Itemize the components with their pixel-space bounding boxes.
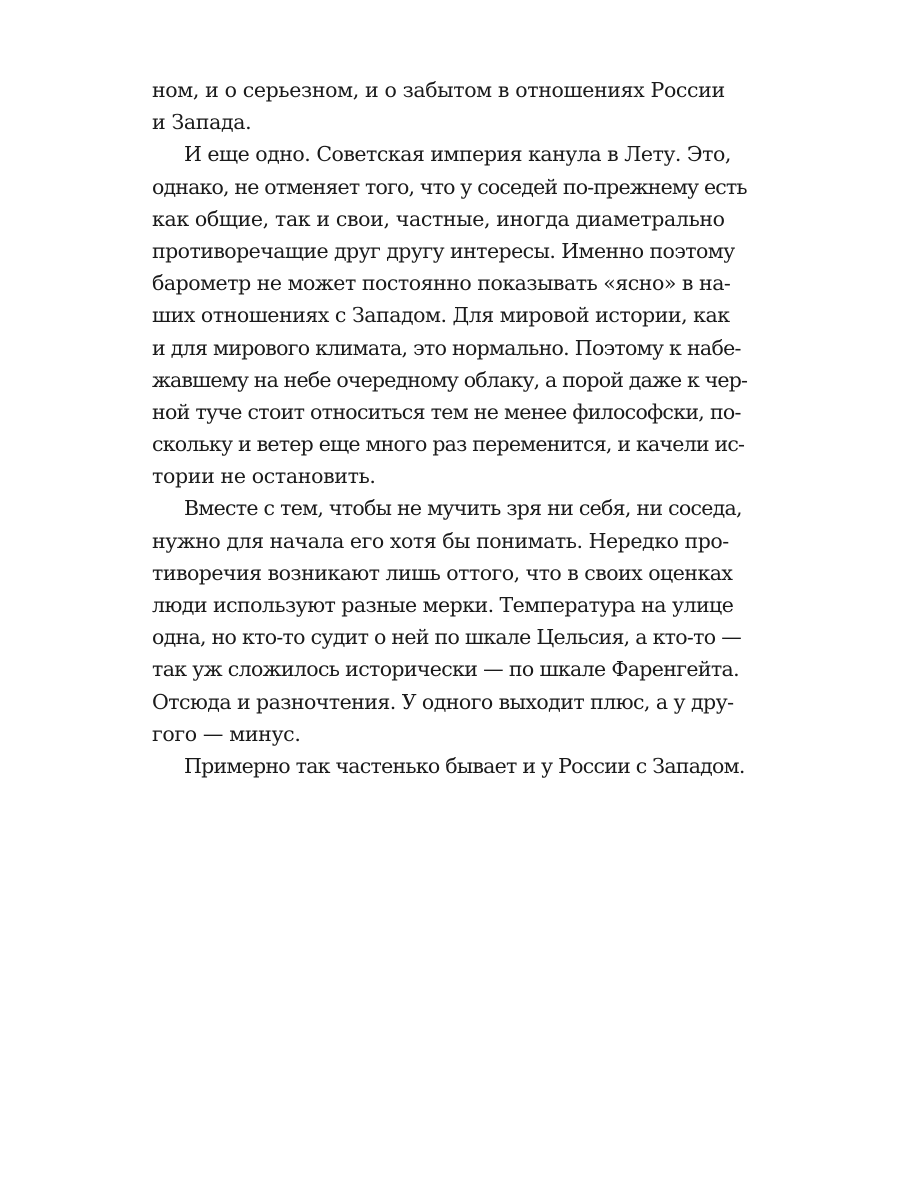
- body-text: [152, 74, 748, 782]
- text-line: гого — минус.: [152, 721, 301, 746]
- text-line: так уж сложилось исторически — по шкале Фаренгейта.: [152, 657, 739, 682]
- text-line: и Запада.: [152, 110, 252, 135]
- paragraph: [152, 750, 745, 782]
- text-line: и для мирового климата, это нормально. Поэтому к набе-: [152, 335, 741, 360]
- text-line: жавшему на небе очередному облаку, а порой даже к чер-: [152, 367, 748, 392]
- text-line: однако, не отменяет того, что у соседей по-прежнему есть: [152, 174, 747, 199]
- text-line: Вместе с тем, чтобы не мучить зря ни себя, ни соседа,: [184, 496, 742, 521]
- text-line: Отсюда и разночтения. У одного выходит плюс, а у дру-: [152, 689, 734, 714]
- text-line: люди используют разные мерки. Температура на улице: [152, 593, 734, 617]
- text-line: ной туче стоит относиться тем не менее философски, по-: [152, 399, 741, 424]
- text-line: противоречащие друг другу интересы. Именно поэтому: [152, 238, 735, 263]
- paragraph: [152, 138, 748, 492]
- text-line: И еще одно. Советская империя канула в Лету. Это,: [184, 142, 731, 167]
- text-line: ших отношениях с Западом. Для мировой истории, как: [152, 303, 730, 328]
- text-line: барометр не может постоянно показывать «ясно» в на-: [152, 271, 731, 296]
- text-line: Примерно так частенько бывает и у России с Западом.: [184, 753, 745, 778]
- text-line: скольку и ветер еще много раз переменится, и качели ис-: [152, 432, 745, 457]
- paragraph: [152, 492, 742, 750]
- text-line: тиворечия возникают лишь оттого, что в своих оценках: [152, 560, 733, 585]
- text-line: тории не остановить.: [152, 464, 376, 489]
- text-line: нужно для начала его хотя бы понимать. Нередко про-: [152, 528, 729, 553]
- text-line: одна, но кто-то судит о ней по шкале Цельсия, а кто-то —: [152, 625, 741, 650]
- text-line: как общие, так и свои, частные, иногда диаметрально: [152, 206, 725, 231]
- paragraph: [152, 74, 724, 138]
- text-line: ном, и о серьезном, и о забытом в отношениях России: [152, 78, 725, 102]
